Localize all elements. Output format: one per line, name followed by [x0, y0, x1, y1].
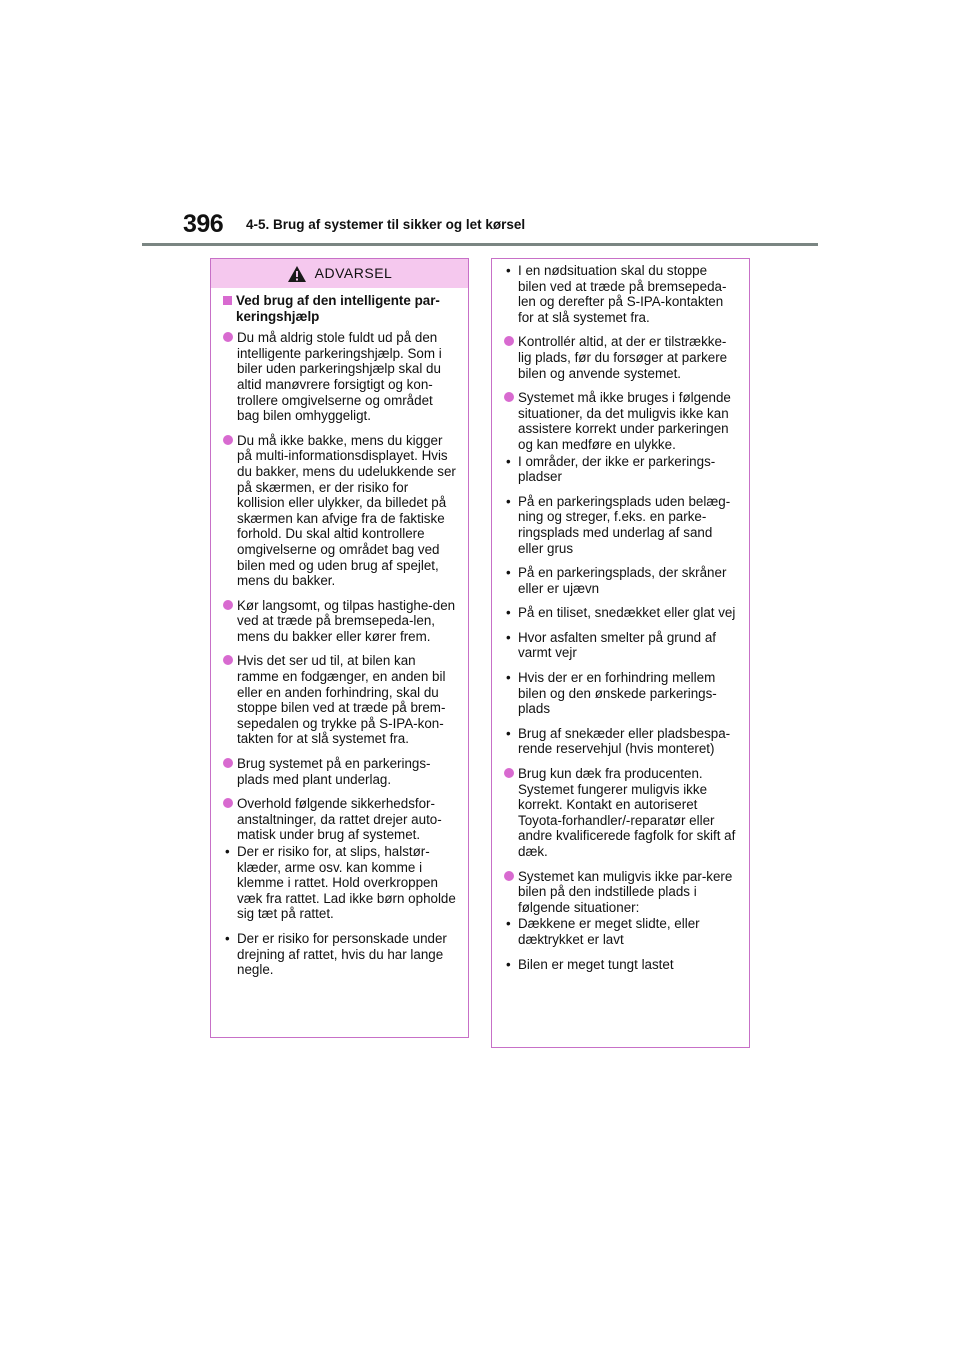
sub-list-item [223, 931, 458, 978]
list-item-text: I en nødsituation skal du stoppe bilen ved at træde på bremsepeda-len og derefter på S-IPA-kontakten for at slå systemet fra. [518, 263, 727, 325]
list-item-text: Du må ikke bakke, mens du kigger på multi-informationsdisplayet. Hvis du bakker, mens du udelukkende ser på skærmen, er der risiko for kollision eller ulykker, da billedet på skærmen kan afvige fra de faktiske forhold. Du skal altid kontrollere omgivelserne og området bag ved bilen med og uden brug af spejlet, mens du bakker. [237, 432, 456, 589]
warning-label: ADVARSEL [314, 264, 393, 281]
dot-bullet-icon: • [506, 916, 511, 932]
dot-bullet-icon: • [506, 605, 511, 621]
chapter-title: 4-5. Brug af systemer til sikker og let kørsel [246, 217, 526, 232]
list-item-text: Systemet kan muligvis ikke par-kere bilen på den indstillede plads i følgende situationer: [518, 868, 733, 915]
circle-bullet-icon [223, 600, 233, 610]
list-item [504, 334, 739, 381]
list-item-text: Brug kun dæk fra producenten. Systemet fungerer muligvis ikke korrekt. Kontakt en autoriseret Toyota-forhandler/-reparatør eller andre kvalificerede fagfolk for skift af dæk. [518, 766, 736, 859]
dot-bullet-icon: • [225, 844, 230, 859]
list-item-text: På en tiliset, snedækket eller glat vej [518, 605, 736, 621]
list-item [223, 598, 458, 645]
list-item-text: I områder, der ikke er parkerings-pladser [518, 453, 716, 485]
sub-list-item [504, 454, 739, 485]
header-rule [142, 243, 818, 246]
sub-list-item [504, 670, 739, 717]
list-item [223, 653, 458, 747]
list-item-text: Der er risiko for personskade under drejning af rattet, hvis du har lange negle. [237, 930, 447, 978]
list-item [504, 766, 739, 860]
list-item-text: Du må aldrig stole fuldt ud på den intelligente parkeringshjælp. Som i biler uden parkeringshjælp skal du altid manøvrere forsigtigt og kon-trollere omgivelserne og området bag bilen omhyggeligt. [237, 330, 442, 424]
list-item [223, 796, 458, 843]
sub-list-item [223, 844, 458, 922]
circle-bullet-icon [504, 336, 514, 346]
circle-bullet-icon [504, 392, 514, 402]
list-item-text: Hvis der er en forhindring mellem bilen og den ønskede parkerings-plads [518, 670, 717, 717]
list-item-text: Overhold følgende sikkerhedsfor-anstaltninger, da rattet drejer auto-matisk under brug af systemet. [237, 796, 442, 843]
sub-list-item [504, 957, 739, 973]
circle-bullet-icon [223, 655, 233, 665]
list-item-text: Der er risiko for, at slips, halstør-klæder, arme osv. kan komme i klemme i rattet. Hold overkroppen væk fra rattet. Lad ikke børn opholde sig tæt på rattet. [237, 844, 456, 922]
sub-list-item [504, 916, 739, 947]
circle-bullet-icon [504, 768, 514, 778]
circle-bullet-icon [504, 871, 514, 881]
circle-bullet-icon [223, 758, 233, 768]
sub-list-item [504, 263, 739, 325]
circle-bullet-icon [223, 332, 233, 342]
list-item-text: Kør langsomt, og tilpas hastighe-den ved at træde på bremsepeda-len, mens du bakker eller kører frem. [237, 597, 456, 644]
dot-bullet-icon: • [506, 670, 511, 686]
list-item-text: Hvor asfalten smelter på grund af varmt vejr [518, 629, 716, 661]
dot-bullet-icon: • [506, 956, 511, 972]
list-item-text: Dækkene er meget slidte, eller dæktrykket er lavt [518, 916, 700, 947]
list-item-text: Kontrollér altid, at der er tilstrække-lig plads, før du forsøger at parkere bilen og anvende systemet. [518, 334, 728, 381]
left-item-list [223, 330, 458, 978]
list-item [504, 869, 739, 916]
list-item [223, 756, 458, 787]
list-item-text: Brug systemet på en parkerings-plads med plant underlag. [237, 756, 431, 787]
dot-bullet-icon: • [506, 565, 511, 581]
dot-bullet-icon: • [506, 629, 511, 645]
circle-bullet-icon [223, 798, 233, 808]
list-item-text: På en parkeringsplads, der skråner eller er ujævn [518, 565, 727, 596]
section-heading-text: Ved brug af den intelligente par-keringshjælp [236, 293, 440, 324]
page-number: 396 [183, 210, 224, 238]
list-item [223, 330, 458, 424]
sub-list-item [504, 605, 739, 621]
warning-header [211, 259, 468, 288]
dot-bullet-icon: • [506, 453, 511, 469]
list-item-text: Hvis det ser ud til, at bilen kan ramme en fodgænger, en anden bil eller en anden forhindring, skal du stoppe bilen ved at træde på brem-sepedalen og trykke på S-IPA-kon-takten for at slå systemet fra. [237, 653, 446, 747]
dot-bullet-icon: • [506, 493, 511, 509]
right-item-list [504, 263, 739, 972]
list-item [504, 390, 739, 452]
warning-box-left [210, 258, 469, 1038]
warning-triangle-icon [287, 265, 307, 283]
list-item [223, 433, 458, 589]
section-heading [223, 293, 458, 324]
square-bullet-icon [223, 296, 232, 305]
dot-bullet-icon: • [225, 930, 230, 946]
list-item-text: Bilen er meget tungt lastet [518, 956, 674, 972]
warning-content-right [492, 259, 749, 972]
sub-list-item [504, 726, 739, 757]
circle-bullet-icon [223, 435, 233, 445]
dot-bullet-icon: • [506, 263, 511, 278]
sub-list-item [504, 494, 739, 556]
sub-list-item [504, 630, 739, 661]
dot-bullet-icon: • [506, 725, 511, 741]
list-item-text: Systemet må ikke bruges i følgende situationer, da det muligvis ikke kan assistere korrekt under parkeringen og kan medføre en ulykke. [518, 390, 731, 452]
sub-list-item [504, 565, 739, 596]
warning-content-left [211, 288, 468, 978]
list-item-text: På en parkeringsplads uden belæg-ning og streger, f.eks. en parke-ringsplads med underlag af sand eller grus [518, 493, 731, 556]
warning-box-right [491, 258, 750, 1048]
list-item-text: Brug af snekæder eller pladsbespa-rende reservehjul (hvis monteret) [518, 725, 731, 757]
